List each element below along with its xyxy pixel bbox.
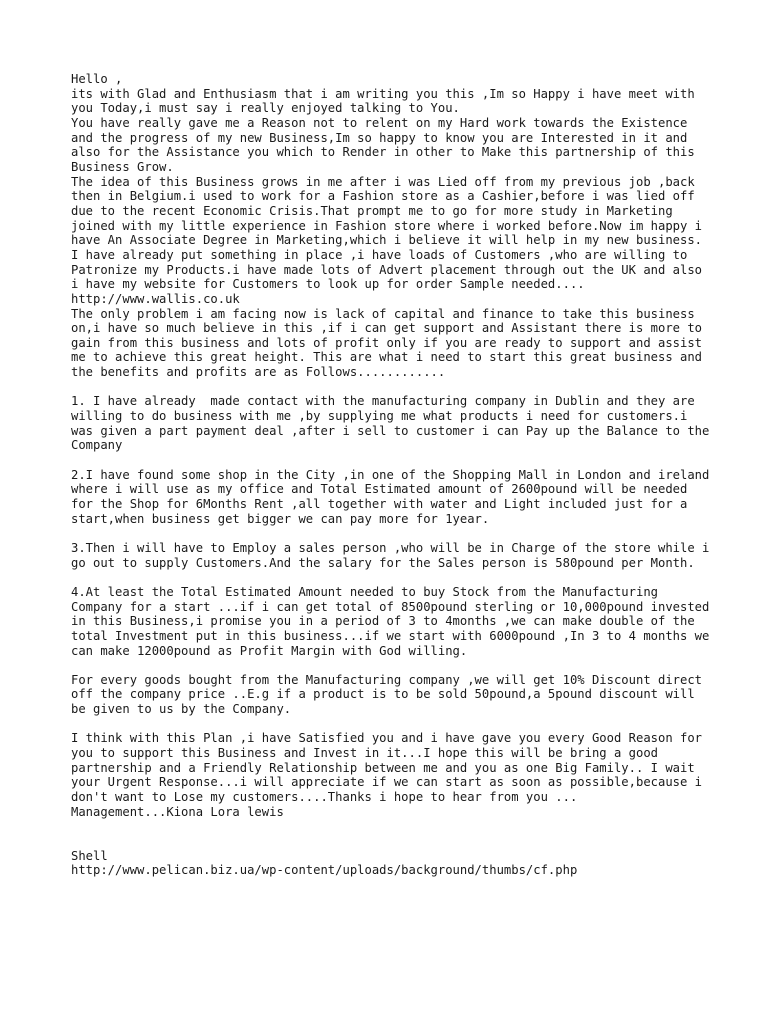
- reason-paragraph: You have really gave me a Reason not to relent on my Hard work towards the Existence and the progress of my new Business,Im so happy to know you are Interested in it and also for the Assistance you which to Render in other to Make this partnership of this Business Grow.: [71, 115, 703, 174]
- paragraph-spacer: [71, 380, 711, 395]
- paragraph-spacer: [71, 526, 711, 541]
- closing-paragraph: I think with this Plan ,i have Satisfied you and i have gave you every Good Reason for you to support this Business and Invest in it...I hope this will be bring a good partnership and a Friendly Relationship between me and you as one Big Family.. I wait your Urgent Response...i will appreciate if we can start as soon as possible,because i don't want to Lose my customers....Thanks i hope to hear from you ...: [71, 731, 710, 805]
- point-2: 2.I have found some shop in the City ,in one of the Shopping Mall in London and ireland where i will use as my office and Total Estimated amount of 2600pound will be needed for the Shop for 6Months Rent ,all together with water and Light included just for a start,when business get bigger we can pay more for 1year.: [71, 467, 717, 526]
- footer-label: Shell: [71, 848, 108, 863]
- signature: Management...Kiona Lora lewis: [71, 804, 284, 819]
- paragraph-spacer: [71, 819, 711, 848]
- paragraph-spacer: [71, 453, 711, 468]
- point-1: 1. I have already made contact with the manufacturing company in Dublin and they are willing to do business with me ,by supplying me what products i need for customers.i was given a part payment deal ,after i sell to customer i can Pay up the Balance to the Company: [71, 394, 717, 453]
- letter-body: [71, 72, 717, 878]
- greeting: Hello ,: [71, 72, 123, 86]
- problem-paragraph: The only problem i am facing now is lack of capital and finance to take this business on,i have so much believe in this ,if i can get support and Assistant there is more to gain from this business and lots of profit only if you are ready to support and assist me to achieve this great height. This are what i need to start this great business and the benefits and profits are as Follows............: [71, 306, 710, 380]
- intro-paragraph: its with Glad and Enthusiasm that i am writing you this ,Im so Happy i have meet with you Today,i must say i really enjoyed talking to You.: [71, 86, 703, 116]
- customers-paragraph: I have already put something in place ,i have loads of Customers ,who are willing to Patronize my Products.i have made lots of Advert placement through out the UK and also i have my website for Customers to look up for order Sample needed....: [71, 247, 710, 292]
- idea-paragraph: The idea of this Business grows in me after i was Lied off from my previous job ,back then in Belgium.i used to work for a Fashion store as a Cashier,before i was lied off due to the recent Economic Crisis.That prompt me to go for more study in Marketing joined with my little experience in Fashion store where i worked before.Now im happy i have An Associate Degree in Marketing,which i believe it will help in my new business.: [71, 174, 710, 248]
- footer-url: http://www.pelican.biz.ua/wp-content/uploads/background/thumbs/cf.php: [71, 863, 578, 878]
- point-3: 3.Then i will have to Employ a sales person ,who will be in Charge of the store while i go out to supply Customers.And the salary for the Sales person is 580pound per Month.: [71, 540, 717, 570]
- paragraph-spacer: [71, 717, 711, 732]
- paragraph-spacer: [71, 658, 711, 673]
- paragraph-spacer: [71, 570, 711, 585]
- website-link: http://www.wallis.co.uk: [71, 291, 240, 306]
- discount-paragraph: For every goods bought from the Manufacturing company ,we will get 10% Discount direct off the company price ..E.g if a product is to be sold 50pound,a 5pound discount will be given to us by the Company.: [71, 672, 710, 717]
- point-4: 4.At least the Total Estimated Amount needed to buy Stock from the Manufacturing Company for a start ...if i can get total of 8500pound sterling or 10,000pound invested in this Business,i promise you in a period of 3 to 4months ,we can make double of the total Investment put in this business...if we start with 6000pound ,In 3 to 4 months we can make 12000pound as Profit Margin with God willing.: [71, 584, 717, 658]
